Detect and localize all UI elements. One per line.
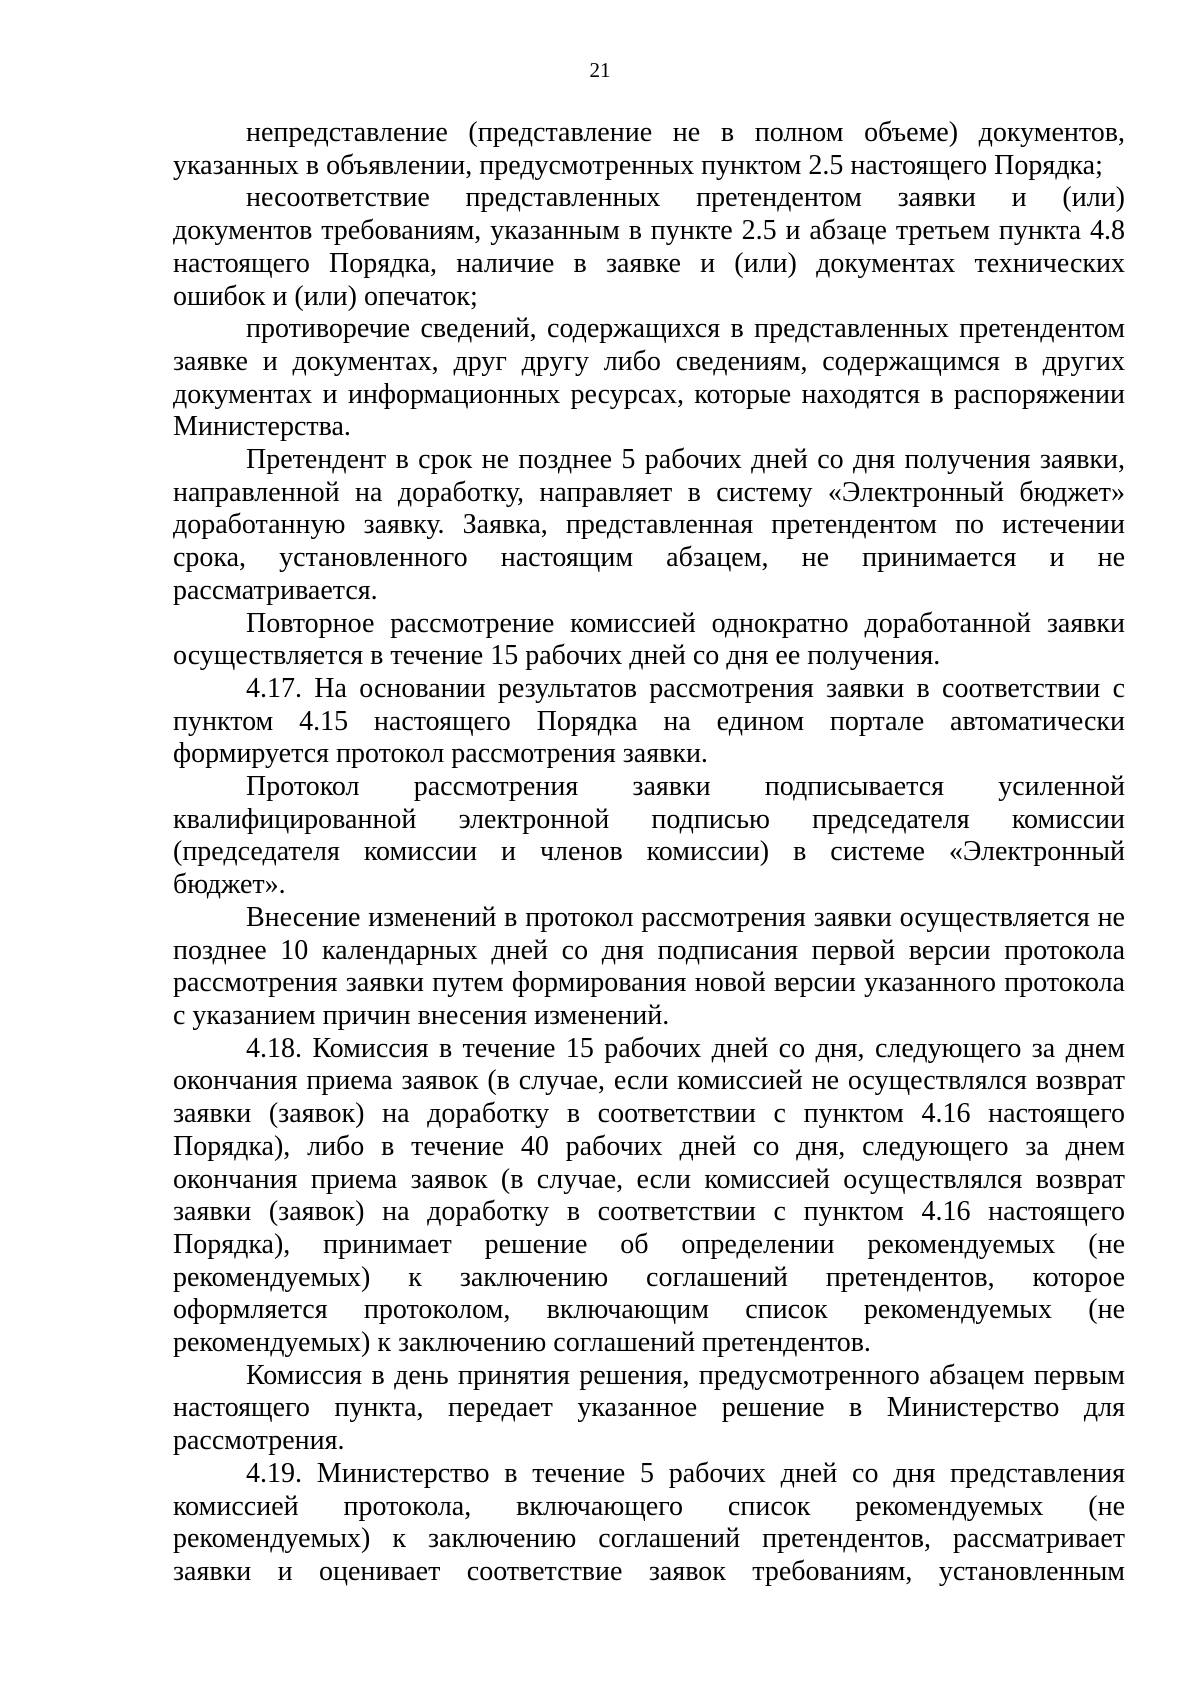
paragraph-4-18: 4.18. Комиссия в течение 15 рабочих дней со дня, следующего за днем окончания приема заявок (в случае, если комиссией не осуществлялся возврат заявки (заявок) на доработку в соответствии с пунктом 4.16 настоящего Порядка), либо в течение 40 рабочих дней со дня, следующего за днем окончания приема заявок (в случае, если комиссией осуществлялся возврат заявки (заявок) на доработку в соответствии с пунктом 4.16 настоящего Порядка), принимает решение об определении рекомендуемых (не рекомендуемых) к заключению соглашений претендентов, которое оформляется протоколом, включающим список рекомендуемых (не рекомендуемых) к заключению соглашений претендентов. (173, 1032, 1125, 1359)
paragraph-protocol-signing: Протокол рассмотрения заявки подписывается усиленной квалифицированной электронной подписью председателя комиссии (председателя комиссии и членов комиссии) в системе «Электронный бюджет». (173, 771, 1125, 901)
paragraph-nonconformity: несоответствие представленных претендентом заявки и (или) документов требованиям, указанным в пункте 2.5 и абзаце третьем пункта 4.8 настоящего Порядка, наличие в заявке и (или) документах технических ошибок и (или) опечаток; (173, 182, 1125, 312)
document-body (173, 117, 1125, 1589)
paragraph-protocol-changes: Внесение изменений в протокол рассмотрения заявки осуществляется не позднее 10 календарных дней со дня подписания первой версии протокола рассмотрения заявки путем формирования новой версии указанного протокола с указанием причин внесения изменений. (173, 901, 1125, 1031)
paragraph-decision-transfer: Комиссия в день принятия решения, предусмотренного абзацем первым настоящего пункта, передает указанное решение в Министерство для рассмотрения. (173, 1359, 1125, 1457)
paragraph-repeat-review: Повторное рассмотрение комиссией однократно доработанной заявки осуществляется в течение 15 рабочих дней со дня ее получения. (173, 607, 1125, 672)
page-number: 21 (589, 58, 611, 82)
paragraph-incomplete-documents: непредставление (представление не в полном объеме) документов, указанных в объявлении, предусмотренных пунктом 2.5 настоящего Порядка; (173, 117, 1125, 181)
paragraph-4-19: 4.19. Министерство в течение 5 рабочих дней со дня представления комиссией протокола, включающего список рекомендуемых (не рекомендуемых) к заключению соглашений претендентов, рассматривает заявки и оценивает соответствие заявок требованиям, установленным (173, 1457, 1125, 1587)
paragraph-resubmission-deadline: Претендент в срок не позднее 5 рабочих дней со дня получения заявки, направленной на доработку, направляет в систему «Электронный бюджет» доработанную заявку. Заявка, представленная претендентом по истечении срока, установленного настоящим абзацем, не принимается и не рассматривается. (173, 444, 1125, 606)
paragraph-contradiction: противоречие сведений, содержащихся в представленных претендентом заявке и документах, друг другу либо сведениям, содержащимся в других документах и информационных ресурсах, которые находятся в распоряжении Министерства. (173, 313, 1125, 443)
paragraph-4-17: 4.17. На основании результатов рассмотрения заявки в соответствии с пунктом 4.15 настоящего Порядка на едином портале автоматически формируется протокол рассмотрения заявки. (173, 672, 1125, 770)
